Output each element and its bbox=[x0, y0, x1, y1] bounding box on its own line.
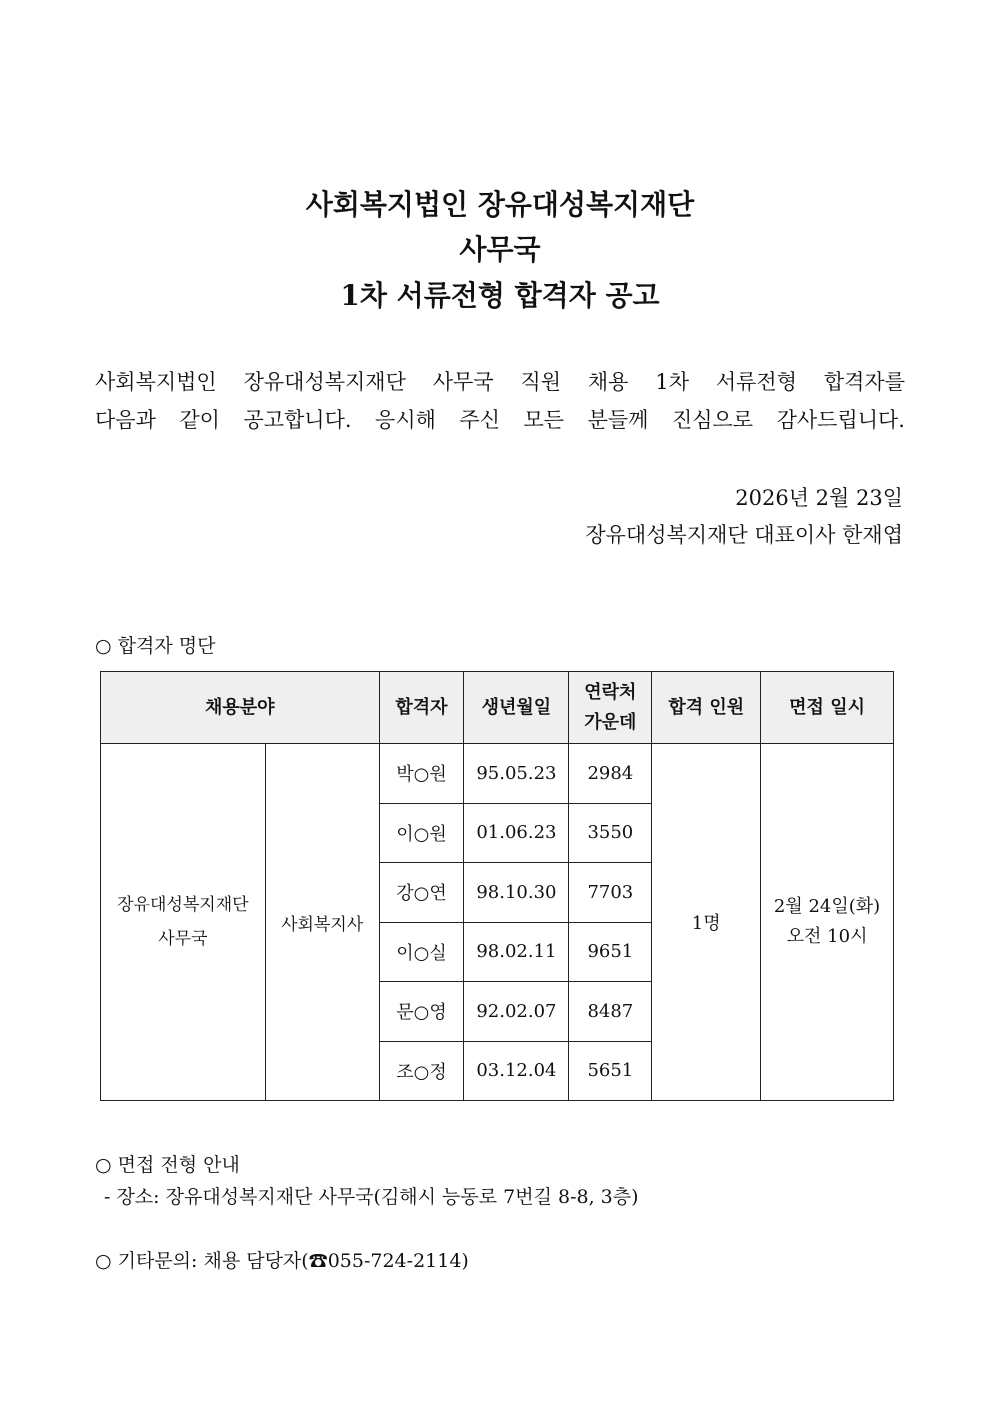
name-cell: 이○원 bbox=[379, 803, 464, 863]
org-line-1: 장유대성복지재단 bbox=[117, 895, 249, 915]
birth-cell: 98.02.11 bbox=[464, 922, 569, 982]
contact-cell: 5651 bbox=[569, 1041, 652, 1101]
interview-time: 오전 10시 bbox=[786, 926, 868, 947]
birth-cell: 01.06.23 bbox=[464, 803, 569, 863]
header-field: 채용분야 bbox=[101, 672, 380, 744]
org-cell bbox=[101, 744, 266, 1101]
interview-cell bbox=[761, 744, 894, 1101]
position-cell: 사회복지사 bbox=[265, 744, 379, 1101]
header-contact bbox=[569, 672, 652, 744]
name-cell: 조○정 bbox=[379, 1041, 464, 1101]
org-line-2: 사무국 bbox=[158, 929, 208, 949]
contact-cell: 8487 bbox=[569, 982, 652, 1042]
intro-line-1: 사회복지법인 장유대성복지재단 사무국 직원 채용 1차 서류전형 합격자를 bbox=[95, 370, 905, 394]
contact-line: ○ 기타문의: 채용 담당자(☎055-724-2114) bbox=[95, 1250, 469, 1272]
contact-cell: 7703 bbox=[569, 863, 652, 923]
header-interview: 면접 일시 bbox=[761, 672, 894, 744]
name-cell: 이○실 bbox=[379, 922, 464, 982]
birth-cell: 95.05.23 bbox=[464, 744, 569, 804]
passer-table bbox=[100, 671, 894, 1101]
name-cell: 강○연 bbox=[379, 863, 464, 923]
intro-line-2: 다음과 같이 공고합니다. 응시해 주신 모든 분들께 진심으로 감사드립니다. bbox=[95, 408, 905, 432]
header-contact-2: 가운데 bbox=[584, 711, 637, 733]
contact-cell: 2984 bbox=[569, 744, 652, 804]
name-cell: 문○영 bbox=[379, 982, 464, 1042]
header-contact-1: 연락처 bbox=[584, 681, 637, 703]
title-line-1: 사회복지법인 장유대성복지재단 bbox=[305, 188, 695, 221]
birth-cell: 03.12.04 bbox=[464, 1041, 569, 1101]
header-count: 합격 인원 bbox=[652, 672, 761, 744]
announcement-date: 2026년 2월 23일 bbox=[735, 486, 903, 510]
interview-heading: ○ 면접 전형 안내 bbox=[95, 1154, 240, 1176]
name-cell: 박○원 bbox=[379, 744, 464, 804]
header-name: 합격자 bbox=[379, 672, 464, 744]
interview-date: 2월 24일(화) bbox=[773, 896, 881, 917]
birth-cell: 98.10.30 bbox=[464, 863, 569, 923]
header-birth: 생년월일 bbox=[464, 672, 569, 744]
interview-place: - 장소: 장유대성복지재단 사무국(김해시 능동로 7번길 8-8, 3층) bbox=[104, 1186, 639, 1208]
list-heading: ○ 합격자 명단 bbox=[95, 635, 216, 657]
title-line-3: 1차 서류전형 합격자 공고 bbox=[340, 279, 660, 312]
count-cell: 1명 bbox=[652, 744, 761, 1101]
title-line-2: 사무국 bbox=[459, 233, 541, 266]
birth-cell: 92.02.07 bbox=[464, 982, 569, 1042]
table-row bbox=[101, 744, 894, 804]
signer: 장유대성복지재단 대표이사 한재엽 bbox=[585, 523, 903, 547]
contact-cell: 9651 bbox=[569, 922, 652, 982]
contact-cell: 3550 bbox=[569, 803, 652, 863]
